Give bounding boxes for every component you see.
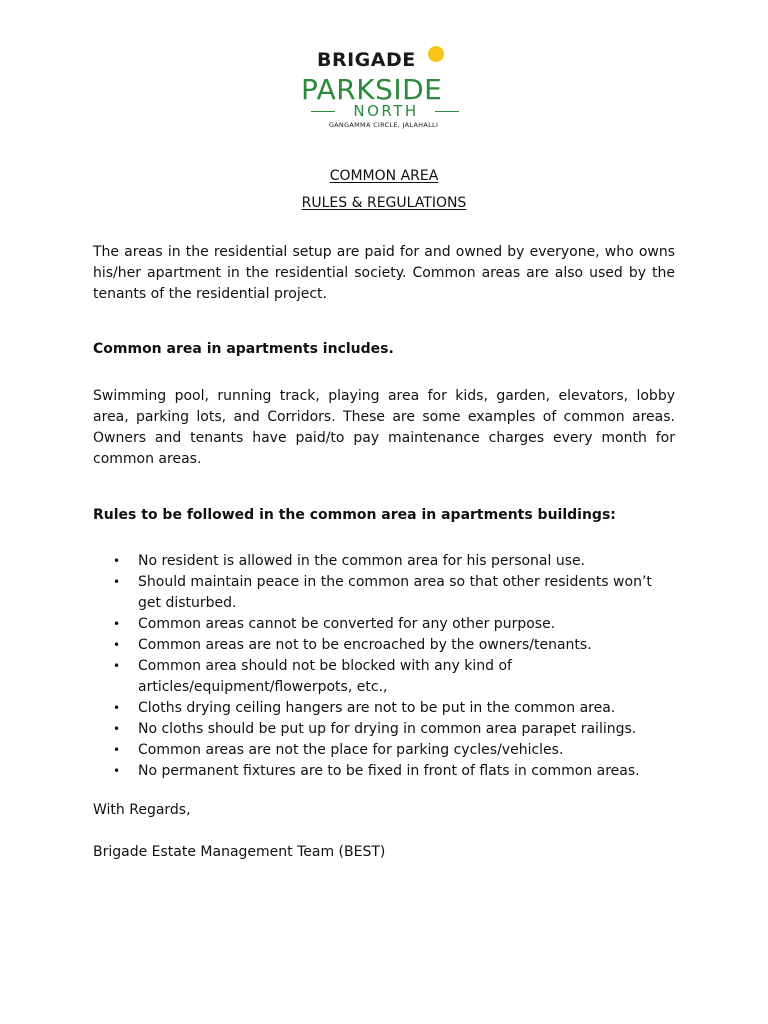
closing-text: With Regards,: [93, 802, 191, 818]
sun-icon: [428, 46, 444, 62]
list-item: [93, 635, 678, 656]
includes-paragraph: Swimming pool, running track, playing area for kids, garden, elevators, lobby area, parking lots, and Corridors. These are some examples of common areas. Owners and tenants have paid/to pay maintenance charges every month for common areas.: [93, 388, 675, 467]
rules-list: [93, 551, 693, 782]
list-item: [93, 698, 678, 719]
bullet-icon: •: [113, 617, 121, 631]
bullet-icon: •: [113, 659, 121, 673]
logo-divider-left: [311, 111, 335, 112]
document-title: COMMON AREA: [329, 168, 439, 184]
bullet-icon: •: [113, 743, 121, 757]
logo-location-text: GANGAMMA CIRCLE, JALAHALLI: [328, 121, 439, 129]
rule-text: No cloths should be put up for drying in common area parapet railings.: [138, 721, 637, 737]
bullet-icon: •: [113, 554, 121, 568]
logo-brand-text: BRIGADE: [317, 49, 416, 71]
list-item: [93, 572, 678, 614]
logo-suffix-text: NORTH: [353, 102, 419, 120]
signature-text: Brigade Estate Management Team (BEST): [93, 844, 386, 860]
includes-heading: Common area in apartments includes.: [93, 341, 394, 357]
list-item: [93, 740, 678, 761]
rule-text: No resident is allowed in the common area for his personal use.: [138, 553, 586, 569]
list-item: [93, 656, 678, 698]
rule-text: Common areas cannot be converted for any other purpose.: [138, 616, 556, 632]
rule-text: Should maintain peace in the common area so that other residents won’t get disturbed.: [138, 574, 652, 611]
list-item: [93, 719, 678, 740]
brigade-parkside-north-logo: [296, 43, 471, 133]
rules-heading: Rules to be followed in the common area in apartments buildings:: [93, 507, 616, 523]
list-item: [93, 761, 678, 782]
rule-text: Common areas are not to be encroached by the owners/tenants.: [138, 637, 592, 653]
logo-project-text: PARKSIDE: [301, 73, 443, 106]
bullet-icon: •: [113, 638, 121, 652]
bullet-icon: •: [113, 701, 121, 715]
logo-divider-right: [435, 111, 459, 112]
bullet-icon: •: [113, 575, 121, 589]
bullet-icon: •: [113, 764, 121, 778]
rule-text: Cloths drying ceiling hangers are not to be put in the common area.: [138, 700, 616, 716]
list-item: [93, 551, 678, 572]
rule-text: Common area should not be blocked with any kind of articles/equipment/flowerpots, etc.,: [138, 658, 512, 695]
rule-text: No permanent fixtures are to be fixed in front of flats in common areas.: [138, 763, 640, 779]
rule-text: Common areas are not the place for parking cycles/vehicles.: [138, 742, 564, 758]
logo-suffix-row: [303, 103, 463, 119]
intro-paragraph: The areas in the residential setup are paid for and owned by everyone, who owns his/her apartment in the residential society. Common areas are also used by the tenants of the residential project.: [93, 244, 675, 302]
bullet-icon: •: [113, 722, 121, 736]
list-item: [93, 614, 678, 635]
document-subtitle: RULES & REGULATIONS: [301, 195, 467, 211]
